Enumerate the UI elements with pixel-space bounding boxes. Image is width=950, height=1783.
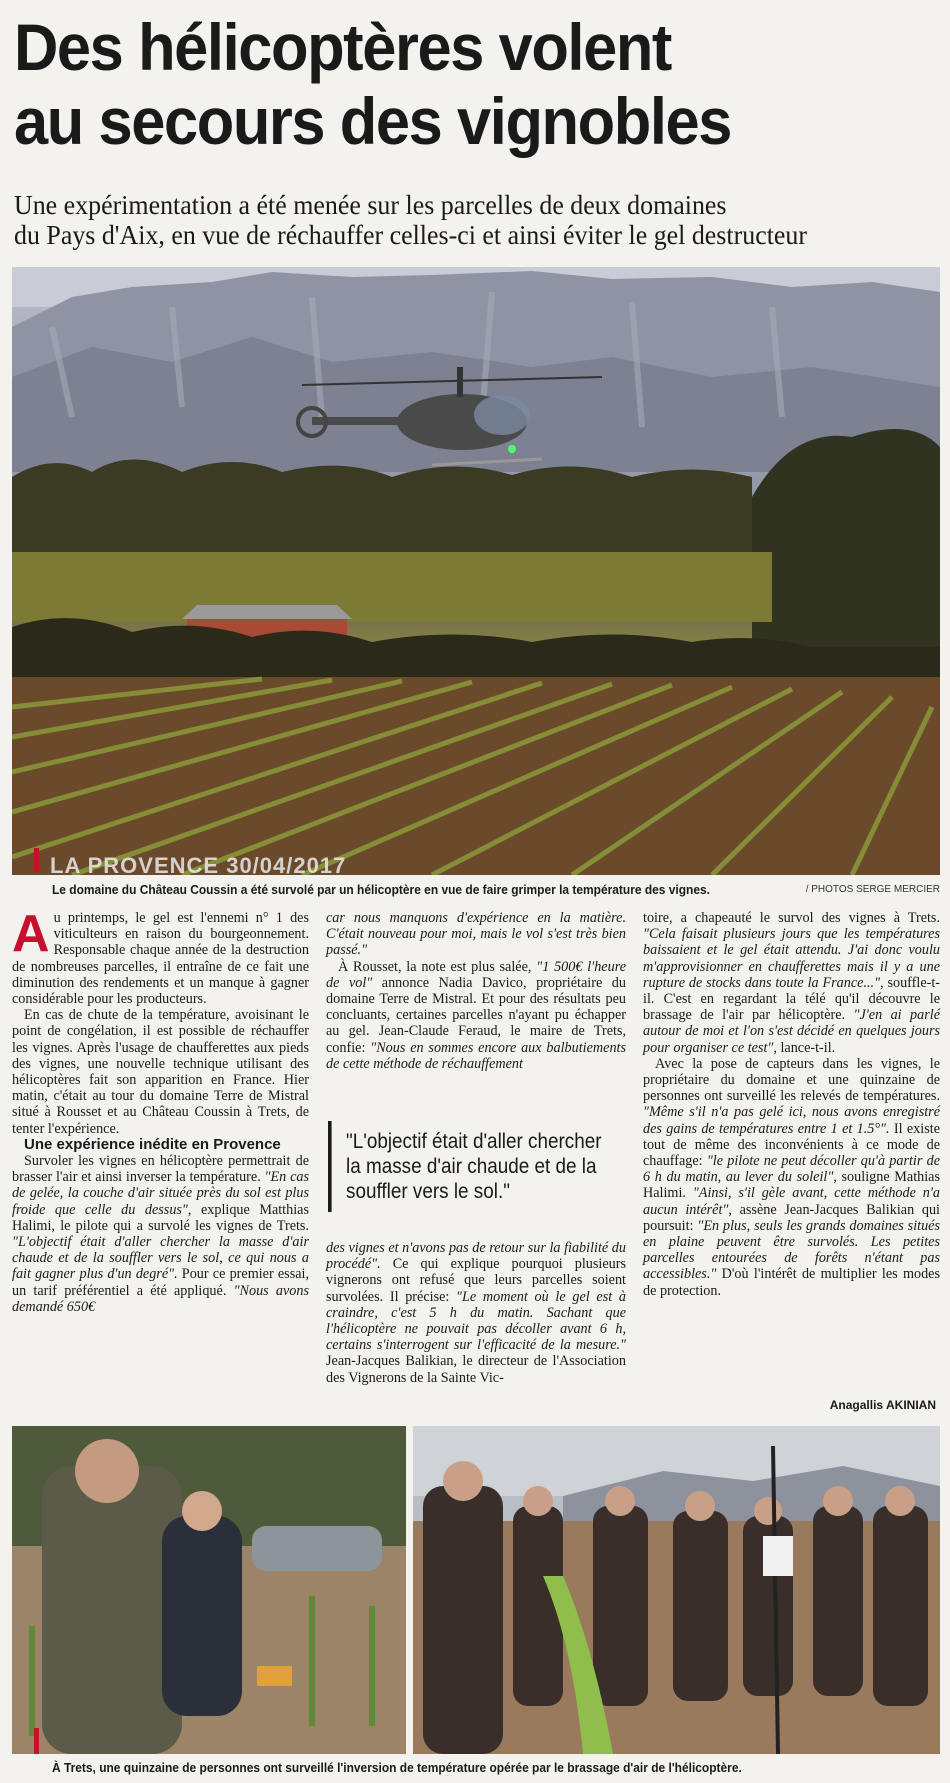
subheading: Une expérience inédite en Provence	[24, 1135, 281, 1153]
quote: "En cas de gelée, la couche d'air située près du sol est plus froide que celle du dessus"	[12, 1169, 309, 1218]
text: Survoler les vignes en hélicoptère permettrait de brasser l'air et ainsi inverser la température.	[12, 1153, 309, 1186]
standfirst-line-1: Une expérimentation a été menée sur les parcelles de deux domaines	[14, 190, 727, 220]
text: , assène Jean-Jacques Balikian qui poursuit:	[643, 1201, 940, 1234]
quote: "Même s'il n'a pas gelé ici, nous avons enregistré des gains de températures entre 1 et 1.5°".	[643, 1104, 940, 1137]
quote: "Ainsi, s'il gèle avant, cette méthode n'a aucun intérêt"	[643, 1185, 940, 1218]
quote: "En plus, seuls les grands domaines situés en plaine peuvent être survolés. Les petites parcelles entourées de forêts n'étant pas accessibles."	[643, 1217, 940, 1283]
text: Pour ce premier essai, un tarif préférentiel a été appliqué.	[12, 1266, 309, 1299]
paragraph	[326, 910, 626, 959]
photo-credit: / PHOTOS SERGE MERCIER	[805, 884, 940, 895]
quote: "Cela faisait plusieurs jours que les températures baissaient et le gel était attendu. J'ai donc voulu m'approvisionner en chaufferettes mais il y a une rupture de stocks dans toute la France..."	[643, 926, 940, 991]
paragraph	[326, 959, 626, 1072]
caption-marker	[34, 1728, 39, 1754]
quote: "L'objectif était d'aller chercher la masse d'air chaude et de la souffler vers le sol, ce qui nous a fait gagner plus d'un degré".	[12, 1234, 309, 1283]
byline: Anagallis AKINIAN	[829, 1398, 936, 1412]
paragraph	[12, 1153, 309, 1315]
headline-line-2: au secours des vignobles	[14, 84, 731, 158]
quote: "Nous avons demandé 650€	[12, 1282, 309, 1315]
quote: car nous manquons d'expérience en la matière. C'était nouveau pour moi, mais le vol s'est très bien passé."	[326, 910, 626, 959]
paragraph	[326, 1240, 626, 1386]
quote: "le pilote ne peut décoller qu'à partir de 6 h du matin, au lever du soleil"	[643, 1153, 940, 1186]
bottom-photo-caption: À Trets, une quinzaine de personnes ont surveillé l'inversion de température opérée par le brassage d'air de l'hélicoptère.	[52, 1760, 742, 1775]
standfirst	[14, 190, 936, 250]
quote: "Nous en sommes encore aux balbutiements de cette méthode de réchauffement	[326, 1039, 627, 1072]
text: Avec la pose de capteurs dans les vignes, le propriétaire du domaine et une quinzaine de personnes ont surveillé les relevés de températures.	[643, 1055, 940, 1105]
paragraph-text: u printemps, le gel est l'ennemi n° 1 des viticulteurs en raison du bourgeonnement. Responsable chaque année de la destruction de nombreuses parcelles, il entraîne de ce fait une diminution des rendements et un manque à gagner considérable pour les producteurs.	[12, 910, 309, 1008]
headline	[14, 10, 879, 158]
article-column-1	[12, 905, 309, 1315]
paragraph	[12, 905, 309, 1008]
paragraph	[643, 1056, 940, 1299]
text: D'où l'intérêt de multiplier les modes de protection.	[643, 1266, 940, 1299]
main-photo-caption: Le domaine du Château Coussin a été survolé par un hélicoptère en vue de faire grimper la température des vignes.	[52, 882, 711, 897]
text: Il existe tout de même des inconvénients à ce mode de chauffage:	[643, 1120, 940, 1170]
text: À Rousset, la note est plus salée,	[338, 958, 537, 975]
photo-group-in-vineyard	[413, 1426, 940, 1754]
quote: "1 500€ l'heure de vol"	[326, 958, 626, 991]
article-column-2-bottom	[326, 1240, 626, 1386]
photo-men-with-thermometer	[12, 1426, 406, 1754]
article-column-2-top	[326, 910, 626, 1072]
text: annonce Nadia Davico, propriétaire du domaine Terre de Mistral. Et pour des résultats peu concluants, certaines parcelles n'ayant pu échapper au gel. Jean-Claude Feraud, le maire de Trets, confie:	[326, 974, 626, 1056]
newspaper-watermark: LA PROVENCE 30/04/2017	[50, 853, 347, 878]
dropcap: A	[12, 905, 50, 963]
text: , lance-t-il.	[773, 1039, 836, 1056]
text: , souligne Mathias Halimi.	[643, 1169, 940, 1202]
text: Ce qui explique pourquoi plusieurs vignerons ont refusé que leurs parcelles soient survolées. Il précise:	[326, 1256, 626, 1305]
main-photo-helicopter-vineyard	[12, 267, 940, 875]
caption-marker	[34, 848, 39, 872]
quote: "J'en ai parlé autour de moi et l'on s'est décidé en quelques jours pour organiser ce test"	[643, 1007, 940, 1056]
text: Jean-Jacques Balikian, le directeur de l'Association des Vignerons de la Sainte Vic-	[326, 1353, 626, 1386]
standfirst-line-2: du Pays d'Aix, en vue de réchauffer celles-ci et ainsi éviter le gel destructeur	[14, 220, 807, 250]
text: , explique Matthias Halimi, le pilote qui a survolé les vignes de Trets.	[12, 1201, 309, 1234]
text: toire, a chapeauté le survol des vignes à Trets.	[643, 910, 940, 926]
headline-line-1: Des hélicoptères volent	[14, 10, 671, 84]
quote: des vignes et n'avons pas de retour sur la fiabilité du procédé".	[326, 1240, 626, 1273]
paragraph	[643, 910, 940, 1056]
quote: "Le moment où le gel est à craindre, c'est 5 h du matin. Sachant que l'hélicoptère ne pouvait pas décoller avant 6 h, certains s'interrogent sur l'efficacité de la mesure."	[326, 1288, 626, 1354]
text: , souffle-t-il. C'est en regardant la télé qu'il découvre le brassage de l'air par hélicoptère.	[643, 974, 941, 1024]
paragraph: En cas de chute de la température, avoisinant le point de congélation, il est possible de réchauffer les vignes. Après l'usage de chaufferettes aux pieds des vignes, une nouvelle technique utilisant des hélicoptères fait son apparition en France. Hier matin, c'était au tour du domaine Terre de Mistral situé à Rousset et au Château Coussin à Trets, de tenter l'expérience.	[12, 1007, 309, 1137]
article-column-3	[643, 910, 940, 1299]
pull-quote: "L'objectif était d'aller chercher la masse d'air chaude et de la souffler vers le sol."	[328, 1121, 616, 1212]
